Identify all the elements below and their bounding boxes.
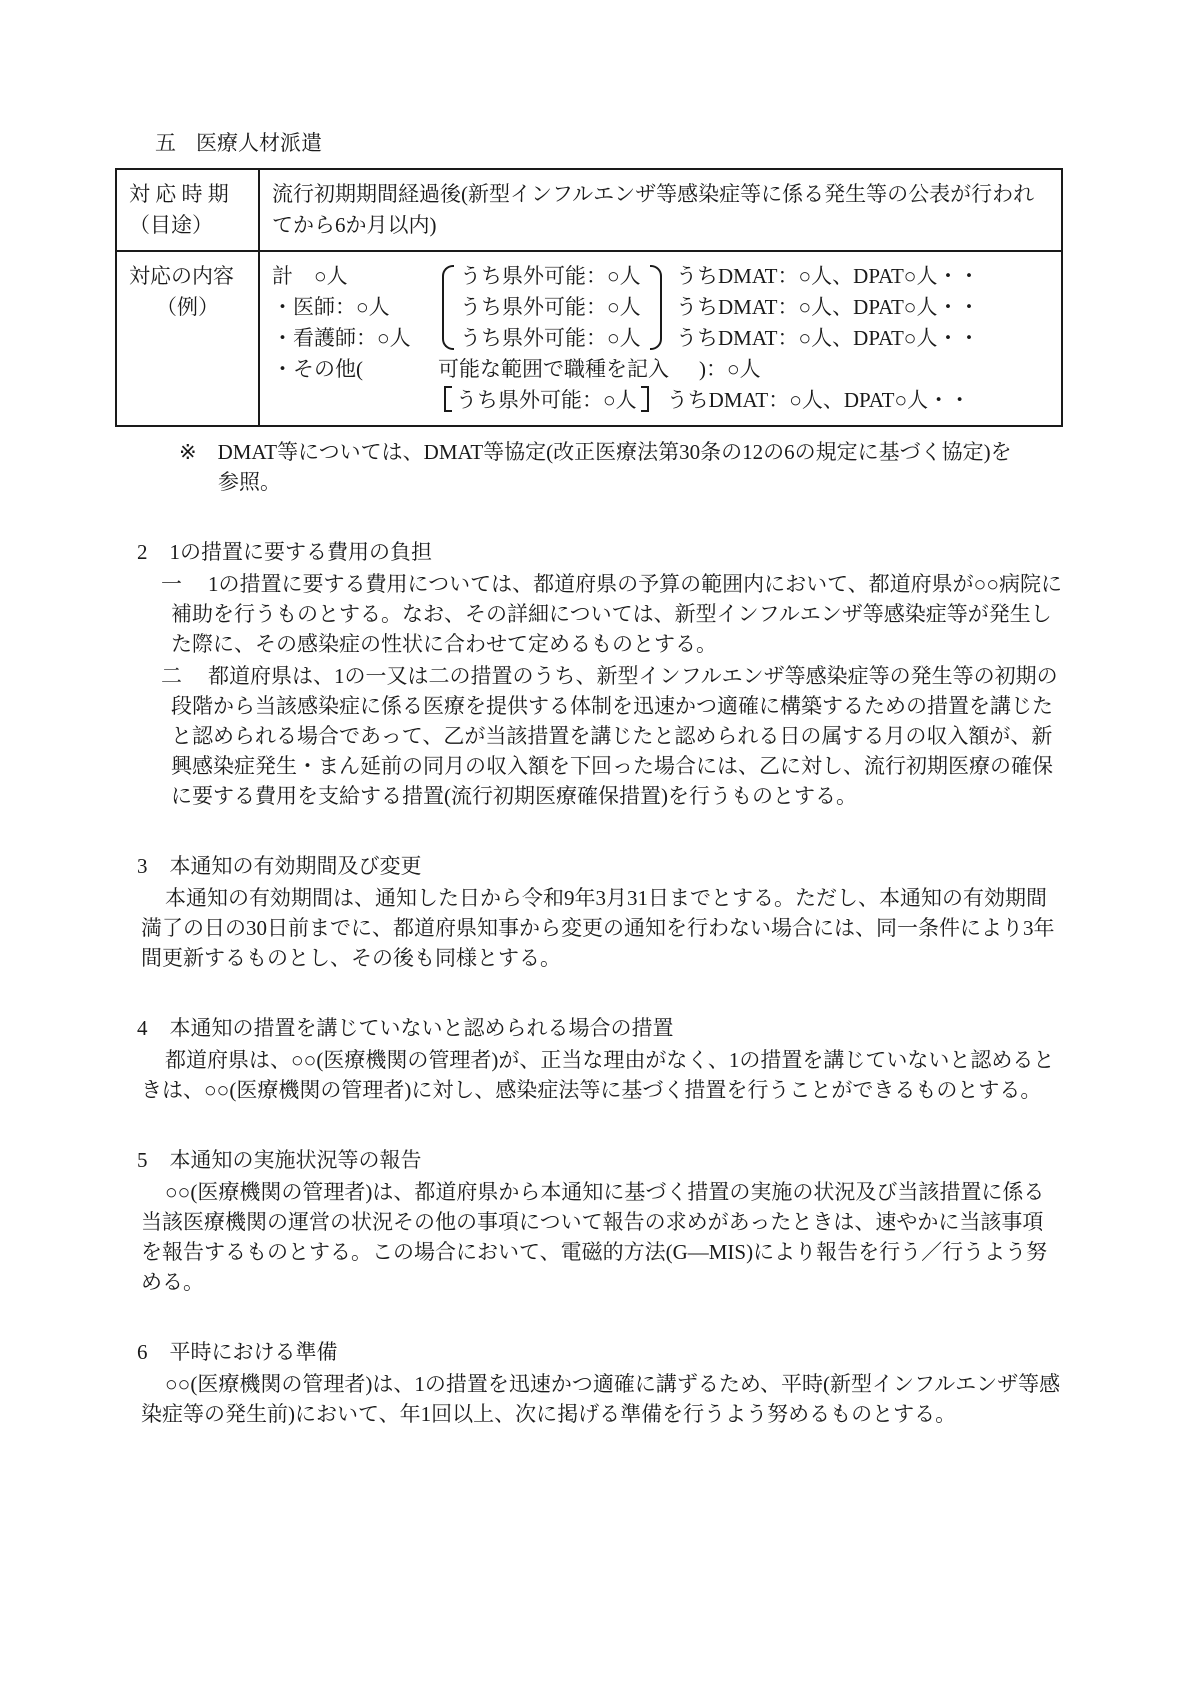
square-bracket-open-icon: [444, 386, 452, 412]
personnel-total: 計 ○人: [272, 264, 348, 288]
item-text: 都道府県は、1の一又は二の措置のうち、新型インフルエンザ等感染症等の発生等の初期の段階から当該感染症に係る医療を提供する体制を迅速かつ適確に構築するための措置を講じたと認められる場合であって、乙が当該措置を講じたと認められる日の属する月の収入額が、新興感染症発生・まん延前の同月の収入額を下回った場合には、乙に対し、流行初期医療の確保に要する費用を支給する措置(流行初期医療確保措置)を行うものとする。: [171, 664, 1058, 808]
response-content-cell: [259, 251, 1062, 426]
outside-pref-nurse: うち県外可能：○人: [460, 326, 641, 350]
section-6-heading: [115, 1337, 1063, 1367]
big-paren-close-icon: [650, 265, 662, 350]
section-5-title: 医療人材派遣: [196, 131, 322, 155]
section-5-paragraph: ○○(医療機関の管理者)は、都道府県から本通知に基づく措置の実施の状況及び当該措置に係る当該医療機関の運営の状況その他の事項について報告の求めがあったときは、速やかに当該事項を報告するものとする。この場合において、電磁的方法(G—MIS)により報告を行う／行うよう努める。: [141, 1180, 1048, 1294]
outside-pref-doctor: うち県外可能：○人: [460, 295, 641, 319]
medical-dispatch-table: [115, 168, 1063, 427]
item-marker: 一: [161, 572, 182, 596]
dmat-dpat-nurse: うちDMAT：○人、DPAT○人・・: [676, 326, 980, 350]
section-2-title: 1の措置に要する費用の負担: [169, 540, 432, 564]
section-2-item-1: [115, 569, 1063, 659]
outside-pref-total: うち県外可能：○人: [460, 264, 641, 288]
section-6-number: 6: [137, 1340, 148, 1364]
section-3-heading: [115, 851, 1063, 881]
response-label-line2: （例）: [156, 295, 219, 319]
section-5-number: 五: [155, 131, 176, 155]
section-2-heading: [115, 537, 1063, 567]
other-suffix: )：○人: [699, 357, 761, 381]
personnel-outside-pref: [454, 261, 650, 354]
section-4-heading: [115, 1013, 1063, 1043]
section-6-title: 平時における準備: [169, 1340, 338, 1364]
item-marker: 二: [161, 664, 182, 688]
section-3-title: 本通知の有効期間及び変更: [169, 854, 422, 878]
other-prefix: ・その他(: [272, 357, 363, 381]
timing-label-line2: （目途）: [129, 213, 213, 237]
response-label-cell: [116, 251, 259, 426]
section-5-report-heading: [115, 1145, 1063, 1175]
item-text: 1の措置に要する費用については、都道府県の予算の範囲内において、都道府県が○○病院に補助を行うものとする。なお、その詳細については、新型インフルエンザ等感染症等が発生した際に、その感染症の性状に合わせて定めるものとする。: [171, 572, 1063, 656]
section-5-report-title: 本通知の実施状況等の報告: [169, 1148, 422, 1172]
section-5-report-number: 5: [137, 1148, 148, 1172]
dmat-reference-note: [115, 437, 1063, 497]
personnel-dmat-dpat: [662, 261, 1049, 354]
timing-content-text: 流行初期期間経過後(新型インフルエンザ等感染症等に係る発生等の公表が行われてから6か月以内): [272, 182, 1035, 237]
personnel-doctor: ・医師：○人: [272, 295, 390, 319]
note-line-2: 参照。: [218, 470, 281, 494]
timing-label-line1: 対 応 時 期: [129, 182, 229, 206]
note-line-1: ※ DMAT等については、DMAT等協定(改正医療法第30条の12の6の規定に基づく協定)を: [179, 440, 1012, 464]
section-6: [115, 1337, 1063, 1429]
section-3: [115, 851, 1063, 973]
response-label-line1: 対応の内容: [129, 264, 234, 288]
section-4-paragraph: 都道府県は、○○(医療機関の管理者)が、正当な理由がなく、1の措置を講じていないと認めるときは、○○(医療機関の管理者)に対し、感染症法等に基づく措置を行うことができるものとする。: [141, 1048, 1055, 1102]
table-row-response: [116, 251, 1062, 426]
section-5: [115, 1145, 1063, 1297]
personnel-categories: [272, 261, 442, 354]
timing-label-cell: [116, 169, 259, 251]
section-3-paragraph: 本通知の有効期間は、通知した日から令和9年3月31日までとする。ただし、本通知の有効期間満了の日の30日前までに、都道府県知事から変更の通知を行わない場合には、同一条件により3年間更新するものとし、その後も同様とする。: [141, 886, 1055, 970]
other-dmat-dpat: うちDMAT：○人、DPAT○人・・: [666, 388, 971, 412]
personnel-nurse: ・看護師：○人: [272, 326, 411, 350]
section-2-item-2: [115, 661, 1063, 811]
dmat-dpat-doctor: うちDMAT：○人、DPAT○人・・: [676, 295, 980, 319]
section-5-heading: [115, 128, 1063, 158]
table-row-timing: [116, 169, 1062, 251]
section-4-title: 本通知の措置を講じていないと認められる場合の措置: [169, 1016, 674, 1040]
dmat-dpat-total: うちDMAT：○人、DPAT○人・・: [676, 264, 980, 288]
personnel-other-detail-line: [444, 385, 1049, 416]
section-4-number: 4: [137, 1016, 148, 1040]
timing-content-cell: [259, 169, 1062, 251]
section-2-number: 2: [137, 540, 148, 564]
other-inner-note: 可能な範囲で職種を記入: [438, 357, 669, 381]
square-bracket-close-icon: [641, 386, 649, 412]
section-4: [115, 1013, 1063, 1105]
other-outside-pref: うち県外可能：○人: [456, 388, 637, 412]
personnel-other-line: [272, 354, 1049, 385]
personnel-grid: [272, 261, 1049, 354]
section-3-number: 3: [137, 854, 148, 878]
big-paren-open-icon: [442, 265, 454, 350]
section-2: [115, 537, 1063, 811]
section-6-paragraph: ○○(医療機関の管理者)は、1の措置を迅速かつ適確に講ずるため、平時(新型インフルエンザ等感染症等の発生前)において、年1回以上、次に掲げる準備を行うよう努めるものとする。: [141, 1372, 1061, 1426]
